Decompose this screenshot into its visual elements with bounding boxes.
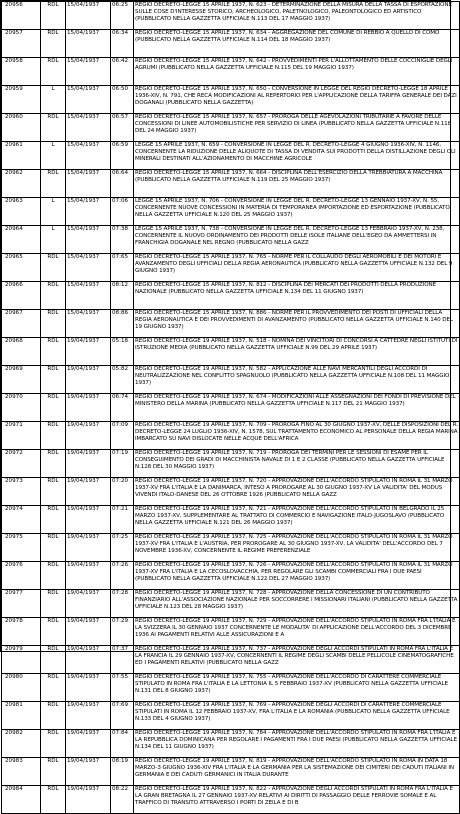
record-number: 20983 [2, 758, 41, 786]
table-row [2, 282, 460, 310]
record-number: 20973 [2, 478, 41, 506]
table-row [2, 2, 460, 30]
record-type: RDL [41, 562, 66, 590]
record-number: 20968 [2, 338, 41, 366]
table-row [2, 674, 460, 702]
table-row [2, 198, 460, 226]
record-type: RDL [41, 366, 66, 394]
records-table [1, 1, 460, 814]
record-time: 07:55 [111, 674, 134, 702]
record-time: 07:65 [111, 254, 134, 282]
table-row [2, 478, 460, 506]
record-type: RDL [41, 394, 66, 422]
record-number: 20977 [2, 590, 41, 618]
record-type: RDL [41, 618, 66, 646]
record-time: 07:09 [111, 422, 134, 450]
table-row [2, 142, 460, 170]
record-date: 19/04/1937 [66, 562, 111, 590]
record-time: 07:29 [111, 618, 134, 646]
table-row [2, 86, 460, 114]
record-number: 20984 [2, 786, 41, 814]
record-description: REGIO DECRETO-LEGGE 19 APRILE 1937, N. 822 - APPROVAZIONE DEGLI ACCORDI STIPULATI IN ROMA FRA L'ITALIA E LA GRAN BRETAGNA IL 27 GENNAIO 1937-XV RELATIVI AI DIRITTI DI PASSAGGIO DELLE FERROVIE SOMALE E AL TRAFFICO DI TRANSITO ATTRAVERSO I PORTI DI ZEILA E DI B [134, 786, 460, 814]
record-type: RDL [41, 310, 66, 338]
record-type: RDL [41, 30, 66, 58]
record-time: 06:74 [111, 394, 134, 422]
record-number: 20981 [2, 702, 41, 730]
record-type: RDL [41, 114, 66, 142]
table-row [2, 394, 460, 422]
table-row [2, 170, 460, 198]
record-description: REGIO DECRETO-LEGGE 19 APRILE 1937, N. 728 - APPROVAZIONE DELLA CONCESSIONE DI UN CONTRIBUTO FINANZIARIO ALL'ASSOCIAZIONE NAZIONALE PER SOCCORRERE I MISSIONARI ITALIANI (PUBBLICATO NELLA GAZZETTA UFFICIALE N.123 DEL 28 MAGGIO 1937) [134, 590, 460, 618]
record-description: REGIO DECRETO-LEGGE 19 APRILE 1937, N. 721 - APPROVAZIONE DELL'ACCORDO STIPULATO IN BELGRADO IL 25 MARZO 1937-XV, SUPPLEMENTARE AL TRATTATO DI COMMERCIO E NAVIGAZIONE ITALO-JUGOSLAVO (PUBBLICATO NELLA GAZZETTA UFFICIALE N.121 DEL 26 MAGGIO 1937) [134, 506, 460, 534]
record-date: 15/04/1937 [66, 58, 111, 86]
record-number: 20966 [2, 282, 41, 310]
record-time: 06:25 [111, 2, 134, 30]
record-description: REGIO DECRETO-LEGGE 15 APRILE 1937, N. 664 - DISCIPLINA DELL'ESERCIZIO DELLA TREBBIATURA A MACCHINA (PUBBLICATO NELLA GAZZETTA UFFICIALE N.119 DEL 25 MAGGIO 1937) [134, 170, 460, 198]
record-type: L [41, 142, 66, 170]
record-date: 15/04/1937 [66, 226, 111, 254]
record-number: 20958 [2, 58, 41, 86]
record-type: RDL [41, 534, 66, 562]
record-time: 07:20 [111, 478, 134, 506]
record-description: REGIO DECRETO-LEGGE 15 APRILE 1937, N. 634 - AGGREGAZIONE DEL COMUNE DI REBBIO A QUELLO DI COMO (PUBBLICATO NELLA GAZZETTA UFFICIALE N.114 DEL 18 MAGGIO 1937) [134, 30, 460, 58]
table-row [2, 310, 460, 338]
record-description: REGIO DECRETO-LEGGE 15 APRILE 1937, N. 812 - DISCIPLINA DEI MERCATI DEI PRODOTTI DELLA PRODUZIONE NAZIONALE (PUBBLICATO NELLA GAZZETTA UFFICIALE N.134 DEL 11 GIUGNO 1937) [134, 282, 460, 310]
record-description: REGIO DECRETO-LEGGE 15 APRILE 1937, N. 650 - CONVERSIONE IN LEGGE DEL REGIO DECRETO-LEGGE 18 APRILE 1936-XIV, N. 791, CHE RECA MODIFICAZIONI AL REPERTORIO PER L'APPLICAZIONE DELLA TARIFFA GENERALE DEI DAZI DOGANALI (PUBBLICATO NELLA GAZZETTA) [134, 86, 460, 114]
record-description: REGIO DECRETO-LEGGE 15 APRILE 1937, N. 642 - PROVVEDIMENTI PER L'ALLOTTAMENTO DELLE COCCINIGLIE DEGLI AGRUMI (PUBBLICATO NELLA GAZZETTA UFFICIALE N.115 DEL 19 MAGGIO 1937) [134, 58, 460, 86]
record-date: 15/04/1937 [66, 142, 111, 170]
record-date: 19/04/1937 [66, 758, 111, 786]
record-time: 05:82 [111, 366, 134, 394]
record-number: 20980 [2, 674, 41, 702]
table-row [2, 590, 460, 618]
record-date: 19/04/1937 [66, 534, 111, 562]
record-type: L [41, 86, 66, 114]
record-date: 15/04/1937 [66, 282, 111, 310]
table-row [2, 114, 460, 142]
record-description: REGIO DECRETO-LEGGE 19 APRILE 1937, N. 518 - NOMINA DEI VINCITORI DI CONCORSI A CATTEDRE NEGLI ISTITUTI DI ISTRUZIONE MEDIA (PUBBLICATO NELLA GAZZETTA UFFICIALE N.99 DEL 29 APRILE 1937) [134, 338, 460, 366]
record-type: RDL [41, 422, 66, 450]
record-type: RDL [41, 702, 66, 730]
records-table-body [2, 2, 460, 814]
record-date: 19/04/1937 [66, 674, 111, 702]
table-row [2, 618, 460, 646]
record-time: 06:34 [111, 30, 134, 58]
record-time: 07:06 [111, 198, 134, 226]
record-type: RDL [41, 730, 66, 758]
record-type: RDL [41, 450, 66, 478]
record-date: 15/04/1937 [66, 254, 111, 282]
record-type: RDL [41, 758, 66, 786]
record-time: 06:57 [111, 114, 134, 142]
record-number: 20982 [2, 730, 41, 758]
record-number: 20963 [2, 198, 41, 226]
record-time: 07:37 [111, 646, 134, 674]
record-time: 08:19 [111, 758, 134, 786]
record-number: 20972 [2, 450, 41, 478]
record-number: 20962 [2, 170, 41, 198]
record-date: 19/04/1937 [66, 730, 111, 758]
record-type: RDL [41, 58, 66, 86]
record-time: 07:38 [111, 226, 134, 254]
record-description: REGIO DECRETO-LEGGE 19 APRILE 1937, N. 769 - APPROVAZIONE DEGLI ACCORDI DI CARATTERE COMMERCIALE STIPULATI IN ROMA IL 12 FEBBRAIO 1937-XV, FRA L'ITALIA E LA ROMANIA (PUBBLICATO NELLA GAZZETTA UFFICIALE N.133 DEL 4 GIUGNO 1937) [134, 702, 460, 730]
record-time: 07:25 [111, 534, 134, 562]
record-type: RDL [41, 646, 66, 674]
record-number: 20970 [2, 394, 41, 422]
record-time: 07:19 [111, 450, 134, 478]
table-row [2, 758, 460, 786]
record-date: 19/04/1937 [66, 702, 111, 730]
record-date: 19/04/1937 [66, 366, 111, 394]
record-description: REGIO DECRETO-LEGGE 19 APRILE 1937, N. 725 - APPROVAZIONE DELL'ACCORDO STIPULATO IN ROMA IL 31 MARZO 1937-XV FRA L'ITALIA E L'AUSTRIA, PER PROROGARE AL 30 GIUGNO 1937-XV, LA VALIDITA' DELL'ACCORDO DEL 7 NOVEMBRE 1936-XV, CONCERNENTE IL REGIME PREFERENZIALE [134, 534, 460, 562]
record-type: RDL [41, 282, 66, 310]
record-description: REGIO DECRETO-LEGGE 19 APRILE 1937, N. 719 - PROROGA DEI TERMINI PER LE SESSIONI DI ESAME PER IL CONSEGUIMENTO DEI GRADI DI MACCHINISTA NAVALE DI 1 E 2 CLASSE (PUBBLICATO NELLA GAZZETTA UFFICIALE N.128 DEL 30 MAGGIO 1937) [134, 450, 460, 478]
record-description: REGIO DECRETO-LEGGE 19 APRILE 1937, N. 674 - MODIFICAZIONI ALLE ASSEGNAZIONI DEI FONDI DI PREVISIONE DEL MINISTERO DELLA MARINA (PUBBLICATO NELLA GAZZETTA UFFICIALE N.117 DEL 21 MAGGIO 1937) [134, 394, 460, 422]
table-row [2, 786, 460, 814]
record-time: 06:59 [111, 142, 134, 170]
record-time: 07:84 [111, 730, 134, 758]
record-number: 20960 [2, 114, 41, 142]
record-type: RDL [41, 590, 66, 618]
record-time: 07:26 [111, 562, 134, 590]
record-number: 20971 [2, 422, 41, 450]
table-row [2, 58, 460, 86]
record-date: 15/04/1937 [66, 198, 111, 226]
record-type: L [41, 226, 66, 254]
record-number: 20959 [2, 86, 41, 114]
table-row [2, 702, 460, 730]
record-description: REGIO DECRETO-LEGGE 15 APRILE 1937, N. 657 - PROROGA DELLE AGEVOLAZIONI TRIBUTARIE A FAVORE DELLE CONCESSIONI DI LINEE AUTOMOBILISTICHE PER SERVIZIO DI LINEA (PUBBLICATO NELLA GAZZETTA UFFICIALE N.118 DEL 24 MAGGIO 1937) [134, 114, 460, 142]
record-date: 15/04/1937 [66, 310, 111, 338]
record-date: 19/04/1937 [66, 338, 111, 366]
record-time: 08:86 [111, 310, 134, 338]
record-date: 15/04/1937 [66, 114, 111, 142]
record-description: REGIO DECRETO-LEGGE 19 APRILE 1937, N. 720 - APPROVAZIONE DELL'ACCORDO STIPULATO IN ROMA IL 31 MARZO 1937-XV FRA L'ITALIA E LA DANIMARCA, INTESO A PROROGARE AL 30 GIUGNO 1937-XV LA VALIDITA' DEL MODUS VIVENDI ITALO-DANESE DEL 26 OTTOBRE 1926 (PUBBLICATO NELLA GAZZ [134, 478, 460, 506]
record-type: RDL [41, 786, 66, 814]
record-date: 19/04/1937 [66, 786, 111, 814]
record-date: 15/04/1937 [66, 2, 111, 30]
record-time: 07:28 [111, 590, 134, 618]
record-time: 08:22 [111, 786, 134, 814]
record-date: 19/04/1937 [66, 618, 111, 646]
record-type: RDL [41, 506, 66, 534]
record-description: LEGGE 15 APRILE 1937, N. 659 - CONVERSIONE IN LEGGE DEL R. DECRETO-LEGGE 4 GIUGNO 1936-XIV, N. 1146, CONCERNENTE LA RIDUZIONE DELLE ALIQUOTE DI TASSA DI VENDITA SUI PRODOTTI DELLA DISTILLAZIONE DEGLI OLI MINERALI DESTINATI ALL'AZIONAMENTO DI MACCHINE AGRICOLE [134, 142, 460, 170]
table-row [2, 730, 460, 758]
record-number: 20961 [2, 142, 41, 170]
record-description: REGIO DECRETO-LEGGE 15 APRILE 1937, N. 886 - NORME PER IL PROVVEDIMENTO DEI POSTI DI UFFICIALI DELLA REGIA AERONAUTICA E DEI PROVVEDIMENTI DI AVANZAMENTO (PUBBLICATO NELLA GAZZETTA UFFICIALE N.140 DEL 19 GIUGNO 1937) [134, 310, 460, 338]
record-date: 15/04/1937 [66, 30, 111, 58]
record-description: LEGGE 15 APRILE 1937, N. 738 - CONVERSIONE IN LEGGE DEL R. DECRETO-LEGGE 13 FEBBRAIO 1937-XV, N. 238, CONCERNENTE IL NUOVO ORDINAMENTO DEI PRODOTTI DELLE ISOLE ITALIANE DELL'EGEO DA AMMETTERSI IN FRANCHIGIA DOGANALE NEL REGNO (PUBBLICATO NELLA GAZZ [134, 226, 460, 254]
record-number: 20957 [2, 30, 41, 58]
record-number: 20975 [2, 534, 41, 562]
record-number: 20964 [2, 226, 41, 254]
record-number: 20979 [2, 646, 41, 674]
record-date: 19/04/1937 [66, 478, 111, 506]
record-type: RDL [41, 2, 66, 30]
record-type: RDL [41, 170, 66, 198]
record-time: 07:69 [111, 702, 134, 730]
record-time: 08:12 [111, 282, 134, 310]
table-row [2, 646, 460, 674]
record-type: RDL [41, 338, 66, 366]
table-row [2, 30, 460, 58]
table-row [2, 534, 460, 562]
record-date: 19/04/1937 [66, 394, 111, 422]
record-date: 19/04/1937 [66, 646, 111, 674]
table-row [2, 338, 460, 366]
record-time: 06:42 [111, 58, 134, 86]
table-row [2, 562, 460, 590]
record-time: 06:50 [111, 86, 134, 114]
record-description: REGIO DECRETO-LEGGE 19 APRILE 1937, N. 819 - APPROVAZIONE DELL'ACCORDO STIPULATO IN ROMA IN DATA 18 MARZO-3 GIUGNO 1936-XIV FRA L'ITALIA E LA GERMANIA PER LA SISTEMAZIONE DEI CIMITERI DEI CADUTI ITALIANI IN GERMANIA E DEI CADUTI GERMANICI IN ITALIA DURANTE [134, 758, 460, 786]
record-number: 20969 [2, 366, 41, 394]
record-number: 20976 [2, 562, 41, 590]
record-description: REGIO DECRETO-LEGGE 19 APRILE 1937, N. 582 - APPLICAZIONE ALLE NAVI MERCANTILI DEGLI ACCORDI DI NEUTRALIZZAZIONE NEL CONFLITTO SPAGNUOLO (PUBBLICATO NELLA GAZZETTA UFFICIALE N.108 DEL 11 MAGGIO 1937) [134, 366, 460, 394]
record-number: 20978 [2, 618, 41, 646]
table-row [2, 226, 460, 254]
table-row [2, 506, 460, 534]
record-description: REGIO DECRETO-LEGGE 19 APRILE 1937, N. 755 - APPROVAZIONE DELL'ACCORDO DI CARATTERE COMMERCIALE STIPULATO IN ROMA FRA L'ITALIA E LA LETTONIA IL 5 FEBBRAIO 1937-XV (PUBBLICATO NELLA GAZZETTA UFFICIALE N.131 DEL 8 GIUGNO 1937) [134, 674, 460, 702]
record-description: LEGGE 15 APRILE 1937, N. 706 - CONVERSIONE IN LEGGE DEL R. DECRETO-LEGGE 13 GENNAIO 1937-XV, N. 55, CONCERNENTE NUOVE CONCESSIONI IN MATERIA DI TEMPORANEA IMPORTAZIONE ED ESPORTAZIONE (PUBBLICATO NELLA GAZZETTA UFFICIALE N.120 DEL 25 MAGGIO 1937) [134, 198, 460, 226]
record-number: 20967 [2, 310, 41, 338]
record-date: 15/04/1937 [66, 170, 111, 198]
record-description: REGIO DECRETO-LEGGE 15 APRILE 1937, N. 765 - NORME PER IL COLLAUDO DEGLI AEROMOBILI E DEI MOTORI E AVANZAMENTO DEGLI UFFICIALI DELLA REGIA AERONAUTICA (PUBBLICATO NELLA GAZZETTA UFFICIALE N.132 DEL 9 GIUGNO 1937) [134, 254, 460, 282]
record-description: REGIO DECRETO-LEGGE 19 APRILE 1937, N. 709 - PROROGA FINO AL 30 GIUGNO 1937-XV, DELLE DISPOSIZIONI DEL R. DECRETO-LEGGE 24 LUGLIO 1936-XIV, N. 1578, SUL TRATTAMENTO ECONOMICO AL PERSONALE DELLA REGIA MARINA IMBARCATO SU NAVI DISLOCATE NELLE ACQUE DELL'AFRICA [134, 422, 460, 450]
record-type: RDL [41, 254, 66, 282]
record-date: 15/04/1937 [66, 86, 111, 114]
record-description: REGIO DECRETO-LEGGE 19 APRILE 1937, N. 726 - APPROVAZIONE DELL'ACCORDO STIPULATO IN ROMA IL 31 MARZO 1937-XV FRA L'ITALIA E LA CECOSLOVACCHIA, PER REGOLARE GLI SCAMBI COMMERCIALI FRA I DUE PAESI (PUBBLICATO NELLA GAZZETTA UFFICIALE N.122 DEL 27 MAGGIO 1937) [134, 562, 460, 590]
table-row [2, 422, 460, 450]
record-date: 19/04/1937 [66, 506, 111, 534]
record-number: 20974 [2, 506, 41, 534]
record-date: 19/04/1937 [66, 450, 111, 478]
record-description: REGIO DECRETO-LEGGE 15 APRILE 1937, N. 623 - DETERMINAZIONE DELLA MISURA DELLA TASSA DI ESPORTAZIONE SULLE COSE D'INTERESSE STORICO, ARCHEOLOGICO, PALETNOLOGICO, PALEONTOLOGICO ED ARTISTICO (PUBBLICATO NELLA GAZZETTA UFFICIALE N.113 DEL 17 MAGGIO 1937) [134, 2, 460, 30]
record-time: 06:64 [111, 170, 134, 198]
record-number: 20965 [2, 254, 41, 282]
record-type: L [41, 198, 66, 226]
record-description: REGIO DECRETO-LEGGE 19 APRILE 1937, N. 784 - APPROVAZIONE DELL'ACCORDO STIPULATO IN ROMA FRA L'ITALIA E LA REPUBBLICA DOMINICANA PER REGOLARE I PAGAMENTI FRA I DUE PAESI (PUBBLICATO NELLA GAZZETTA UFFICIALE N.134 DEL 11 GIUGNO 1937) [134, 730, 460, 758]
table-row [2, 366, 460, 394]
record-date: 19/04/1937 [66, 422, 111, 450]
record-number: 20956 [2, 2, 41, 30]
record-time: 07:21 [111, 506, 134, 534]
table-row [2, 450, 460, 478]
table-row [2, 254, 460, 282]
record-description: REGIO DECRETO-LEGGE 19 APRILE 1937, N. 737 - APPROVAZIONE DEGLI ACCORDI STIPULATI IN ROMA FRA L'ITALIA E LA FRANCIA IL 29 GENNAIO 1937-XV, CONCERNENTI IL REGIME DEGLI SCAMBI DELLE PELLICOLE CINEMATOGRAFICHE ED I PAGAMENTI RELATIVI (PUBBLICATO NELLA GAZZ [134, 646, 460, 674]
record-description: REGIO DECRETO-LEGGE 19 APRILE 1937, N. 729 - APPROVAZIONE DELL'ACCORDO STIPULATO IN ROMA FRA L'ITALIA E LA SVIZZERA IL 30 GENNAIO 1937 CONCERNENTE LE MODALITA' DI APPLICAZIONE DELL'ACCORDO DEL 3 DICEMBRE 1936 AI PAGAMENTI RELATIVI ALLE ASSICURAZIONI E A [134, 618, 460, 646]
record-date: 19/04/1937 [66, 590, 111, 618]
record-type: RDL [41, 674, 66, 702]
record-type: RDL [41, 478, 66, 506]
record-time: 05:18 [111, 338, 134, 366]
